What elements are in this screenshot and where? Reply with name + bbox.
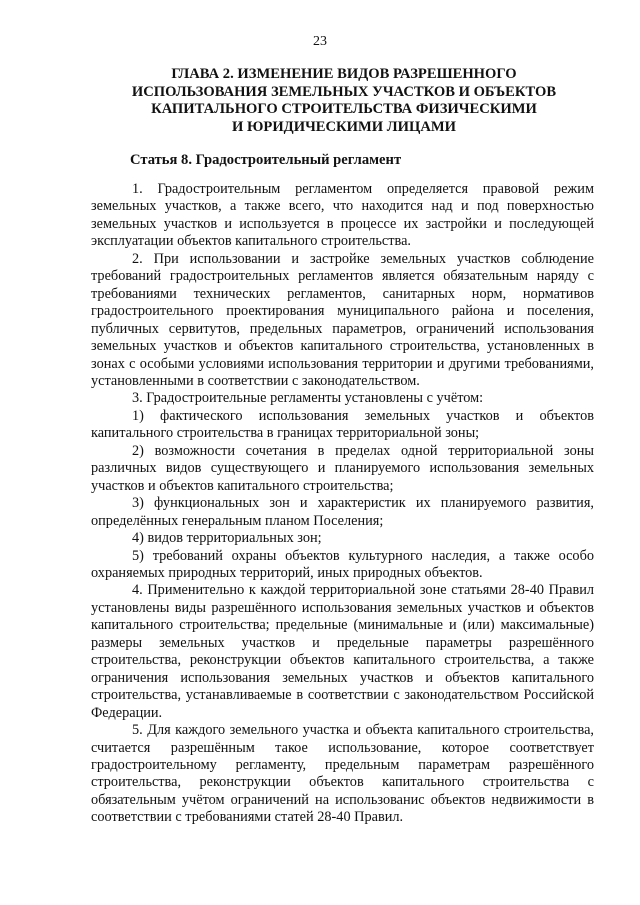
paragraph-clause-3: 3. Градостроительные регламенты установлены с учётом:: [132, 390, 484, 407]
chapter-title-line: КАПИТАЛЬНОГО СТРОИТЕЛЬСТВА ФИЗИЧЕСКИМИ: [151, 101, 537, 117]
paragraph-clause-1: 1. Градостроительным регламентом определяется правовой режим земельных участков, а также всего, что находится над и под поверхностью земельных участков и используется в процессе их застройки и последующей эксплуатации объектов капитального строительства.: [91, 181, 594, 250]
list-item-3: 3) функциональных зон и характеристик их планируемого развития, определённых генеральным планом Поселения;: [91, 495, 594, 529]
list-item-1: 1) фактического использования земельных участков и объектов капитального строительства в границах территориальной зоны;: [91, 407, 594, 442]
chapter-title: [80, 66, 608, 136]
paragraph-clause-2: 2. При использовании и застройке земельных участков соблюдение требований градостроительных регламентов является обязательным наряду с требованиями технических регламентов, санитарных норм, нормативов градостроительного проектирования муниципального района и поселения, публичных сервитутов, предельных параметров, ограничений использования земельных участков и объектов капитального строительства, установленных в зонах с особыми условиями использования территории и другими требованиями, установленными в соответствии с законодательством.: [91, 250, 594, 389]
article-body: [91, 181, 594, 827]
paragraph-clause-5: 5. Для каждого земельного участка и объекта капитального строительства, считается разрешённым такое использование, которое соответствует градостроительному регламенту, предельным параметрам разрешённого строительства, реконструкции объектов капитального строительства с обязательным учётом ограничений на использованис объектов недвижимости в соответствии с требованиями статей 28-40 Правил.: [91, 722, 594, 826]
list-item-2: 2) возможности сочетания в пределах одной территориальной зоны различных видов существующего и планируемого использования земельных участков и объектов капитального строительства;: [91, 442, 594, 494]
chapter-title-line: И ЮРИДИЧЕСКИМИ ЛИЦАМИ: [231, 118, 457, 135]
list-item-4: 4) видов территориальных зон;: [132, 530, 322, 547]
chapter-title-line: ГЛАВА 2. ИЗМЕНЕНИЕ ВИДОВ РАЗРЕШЕННОГО: [171, 66, 517, 82]
chapter-title-line: ИСПОЛЬЗОВАНИЯ ЗЕМЕЛЬНЫХ УЧАСТКОВ И ОБЪЕКТОВ: [131, 83, 557, 100]
list-item-5: 5) требований охраны объектов культурного наследия, а также особо охраняемых природных территорий, иных природных объектов.: [91, 547, 594, 581]
page-number: 23: [313, 34, 327, 49]
paragraph-clause-4: 4. Применительно к каждой территориальной зоне статьями 28-40 Правил установлены виды разрешённого использования земельных участков и объектов капитального строительства; предельные (минимальные и (или) максимальные) размеры земельных участков и предельные параметры разрешённого строительства, реконструкции объектов капитального строительства, а также ограничения использования земельных участков и объектов капитального строительства, устанавливаемые в соответствии с законодательством Российской Федерации.: [91, 582, 594, 721]
article-title: Статья 8. Градостроительный регламент: [130, 152, 402, 168]
